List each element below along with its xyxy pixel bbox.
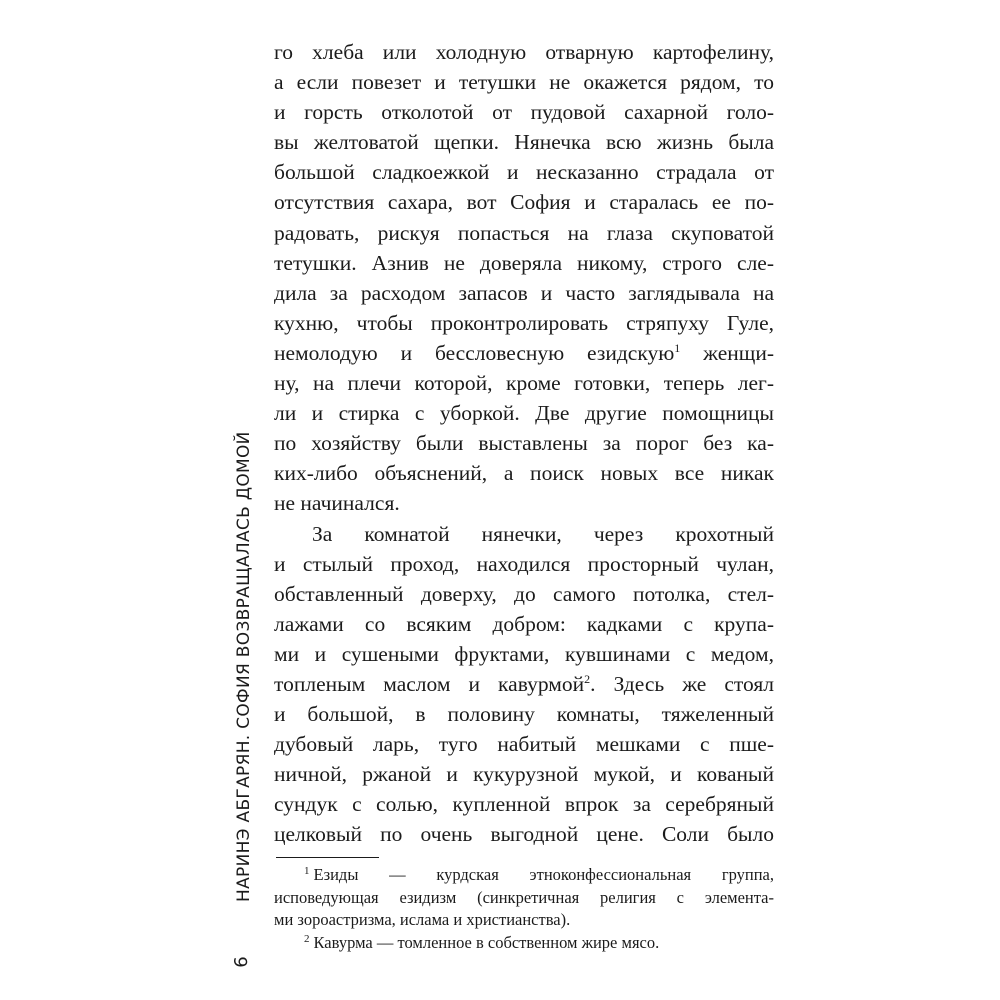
text-line-with-footnote-ref	[274, 338, 774, 368]
text-line-with-footnote-ref	[274, 669, 774, 699]
text-line: ких-либо объяснений, а поиск новых все никак	[274, 461, 774, 486]
footnote-2-line	[274, 932, 774, 955]
body-text	[274, 37, 774, 850]
text-line: тетушки. Азнив не доверяла никому, строго сле-	[274, 250, 774, 275]
text-line: ну, на плечи которой, кроме готовки, теперь лег-	[274, 371, 774, 396]
footnote-ref-2[interactable]: 2	[584, 671, 591, 686]
text-line: радовать, рискуя попасться на глаза скуповатой	[274, 220, 774, 245]
text-line: целковый по очень выгодной цене. Соли было	[274, 822, 774, 847]
paragraph-first-line: За комнатой нянечки, через крохотный	[312, 521, 774, 546]
text-line: а если повезет и тетушки не окажется рядом, то	[274, 70, 774, 95]
footnote-divider	[276, 857, 379, 858]
text-line: лажами со всяким добром: кадками с крупа-	[274, 611, 774, 636]
text-line: по хозяйству были выставлены за порог без ка-	[274, 431, 774, 456]
text-line: ми и сушеными фруктами, кувшинами с медом,	[274, 641, 774, 666]
text-line: сундук с солью, купленной впрок за серебряный	[274, 792, 774, 817]
footnote-ref-1[interactable]: 1	[674, 340, 681, 355]
footnote-number: 2	[304, 932, 310, 945]
text-line: дубовый ларь, туго набитый мешками с пше-	[274, 732, 774, 757]
text-line: дила за расходом запасов и часто заглядывала на	[274, 280, 774, 305]
text-line: и стылый проход, находился просторный чулан,	[274, 551, 774, 576]
text-line: ничной, ржаной и кукурузной мукой, и кованый	[274, 762, 774, 787]
text-segment: женщи-	[680, 340, 774, 365]
footnote-1-line: исповедующая езидизм (синкретичная религия с элемента-	[274, 887, 774, 907]
footnote-1-line	[274, 864, 774, 887]
footnotes	[274, 864, 774, 954]
text-line: и горсть отколотой от пудовой сахарной голо-	[274, 100, 774, 125]
text-segment: немолодую и бессловесную езидскую	[274, 340, 675, 365]
text-line: обставленный доверху, до самого потолка, стел-	[274, 581, 774, 606]
text-line: большой сладкоежкой и несказанно страдала от	[274, 160, 774, 185]
text-segment: . Здесь же стоял	[590, 671, 774, 696]
running-header	[230, 431, 260, 902]
footnote-number: 1	[304, 865, 310, 877]
footnote-text: Езиды — курдская этноконфессиональная группа,	[313, 865, 774, 884]
running-header-text: НАРИНЭ АБГАРЯН. СОФИЯ ВОЗВРАЩАЛАСЬ ДОМОЙ	[234, 431, 254, 902]
footnote-text: Кавурма — томленное в собственном жире мясо.	[313, 932, 660, 952]
page-number: 6	[231, 956, 252, 968]
text-line: го хлеба или холодную отварную картофелину,	[274, 40, 774, 64]
text-line: отсутствия сахара, вот София и старалась ее по-	[274, 190, 774, 215]
text-segment: топленым маслом и кавурмой	[274, 671, 585, 696]
text-line: и большой, в половину комнаты, тяжеленный	[274, 702, 774, 727]
text-line: кухню, чтобы проконтролировать стряпуху Гуле,	[274, 310, 774, 335]
footnote-1-line: ми зороастризма, ислама и христианства).	[274, 910, 571, 930]
text-line: не начинался.	[274, 491, 400, 516]
text-line: ли и стирка с уборкой. Две другие помощницы	[274, 401, 774, 426]
text-line: вы желтоватой щепки. Нянечка всю жизнь была	[274, 130, 774, 155]
